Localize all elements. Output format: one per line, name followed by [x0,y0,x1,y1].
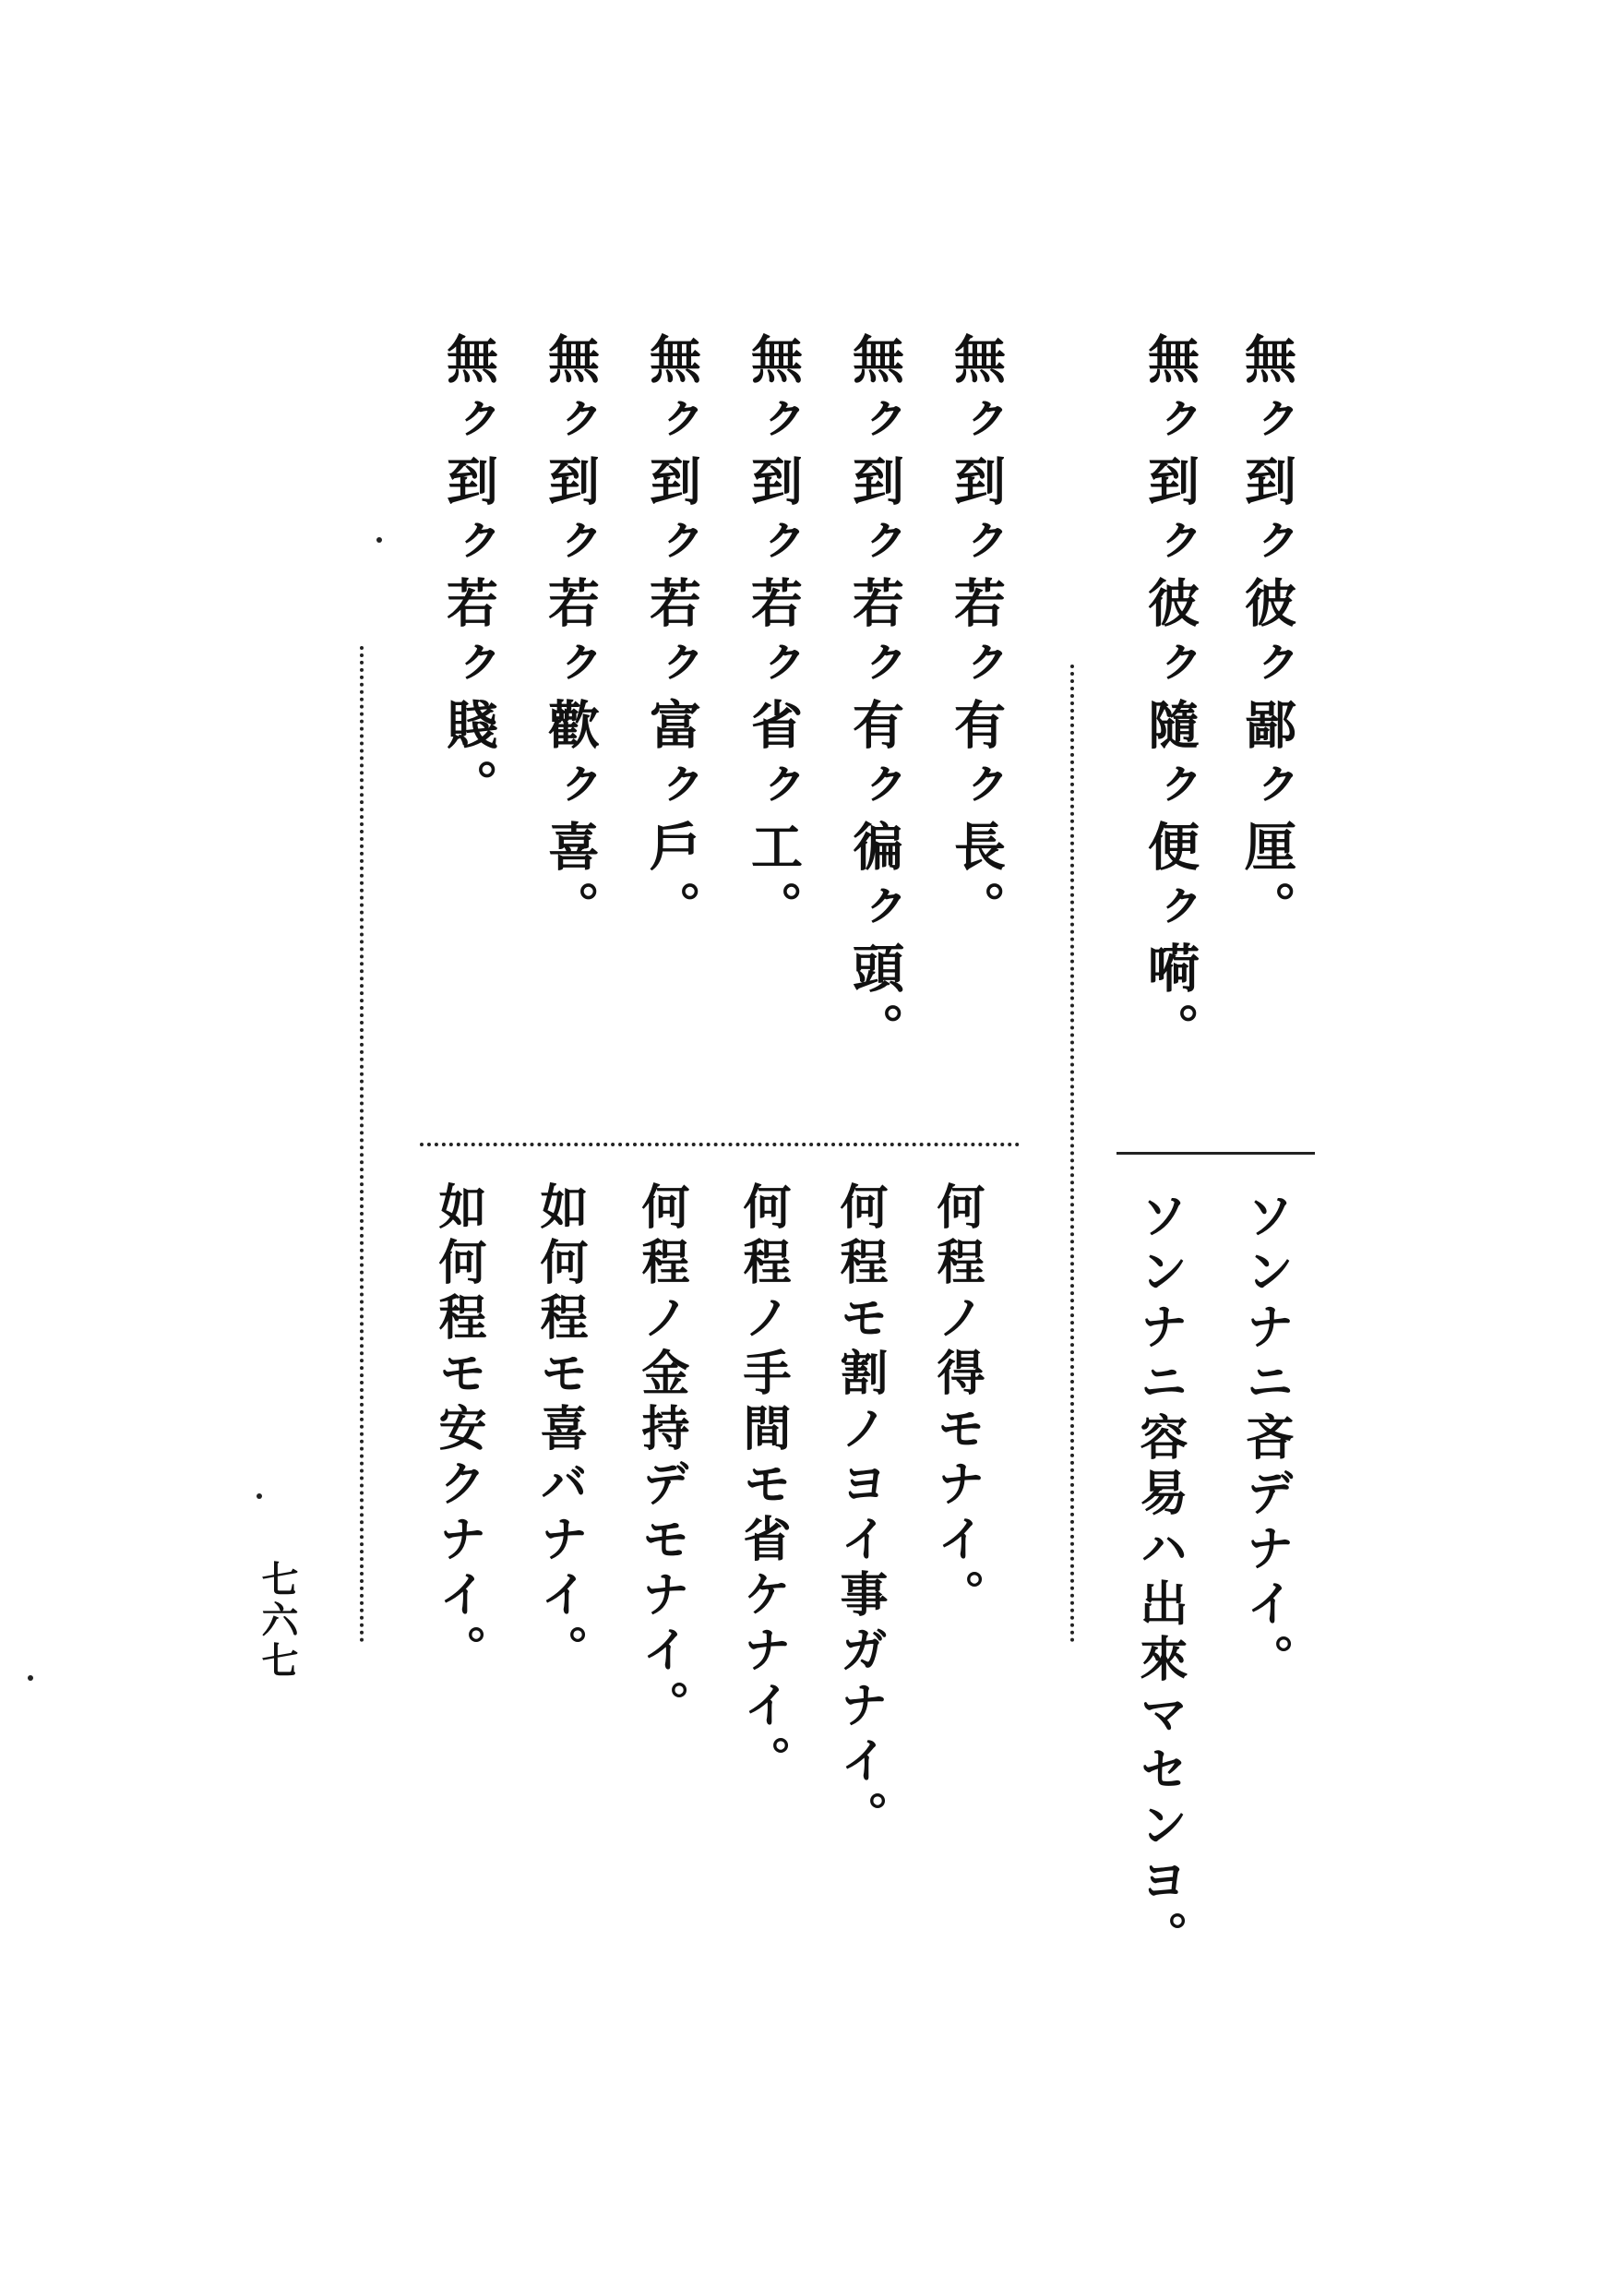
lower-left-line-6: 如何程モ安クナイ。 [430,1181,486,1680]
ink-speck [28,1675,33,1681]
lower-right-line-1: ソンナニ吝デナイ。 [1237,1191,1294,1689]
lower-left-line-5: 如何程モ喜バナイ。 [531,1181,588,1680]
upper-left-line-4: 無ㇰ到ㇰ若ㇰ富ㇰ戶。 [641,332,702,941]
ink-speck [257,1493,262,1499]
upper-left-line-3: 無ㇰ到ㇰ若ㇰ省ㇰ工。 [743,332,804,941]
lower-left-line-4: 何程ノ金持デモナイ。 [633,1181,689,1735]
lower-left-line-2: 何程モ割ノヨイ事ガナイ。 [831,1181,888,1846]
divider-right [1070,665,1074,1643]
upper-left-line-5: 無ㇰ到ㇰ若ㇰ歡ㇰ喜。 [540,332,601,941]
upper-left-line-2: 無ㇰ到ㇰ若ㇰ有ㇰ徧ㇰ頭。 [844,332,905,1063]
ink-speck [376,537,382,543]
upper-right-line-2: 無ㇰ到ㇰ彼ㇰ隨ㇰ便ㇰ嗬。 [1140,332,1200,1063]
section-divider-right [1116,1152,1315,1155]
page-number: 七六七 [256,1560,299,1682]
divider-left [360,646,364,1643]
lower-right-line-2: ソンナニ容易ハ出來マセンヨ。 [1131,1191,1188,1966]
section-divider-left [420,1143,1020,1146]
upper-left-line-6: 無ㇰ到ㇰ若ㇰ賤。 [438,332,499,820]
upper-right-line-1: 無ㇰ到ㇰ彼ㇰ鄙ㇰ厘。 [1236,332,1297,941]
upper-left-line-1: 無ㇰ到ㇰ若ㇰ有ㇰ長。 [946,332,1007,941]
lower-left-line-3: 何程ノ手間モ省ケナイ。 [734,1181,791,1791]
lower-left-line-1: 何程ノ得モナイ。 [928,1181,985,1624]
